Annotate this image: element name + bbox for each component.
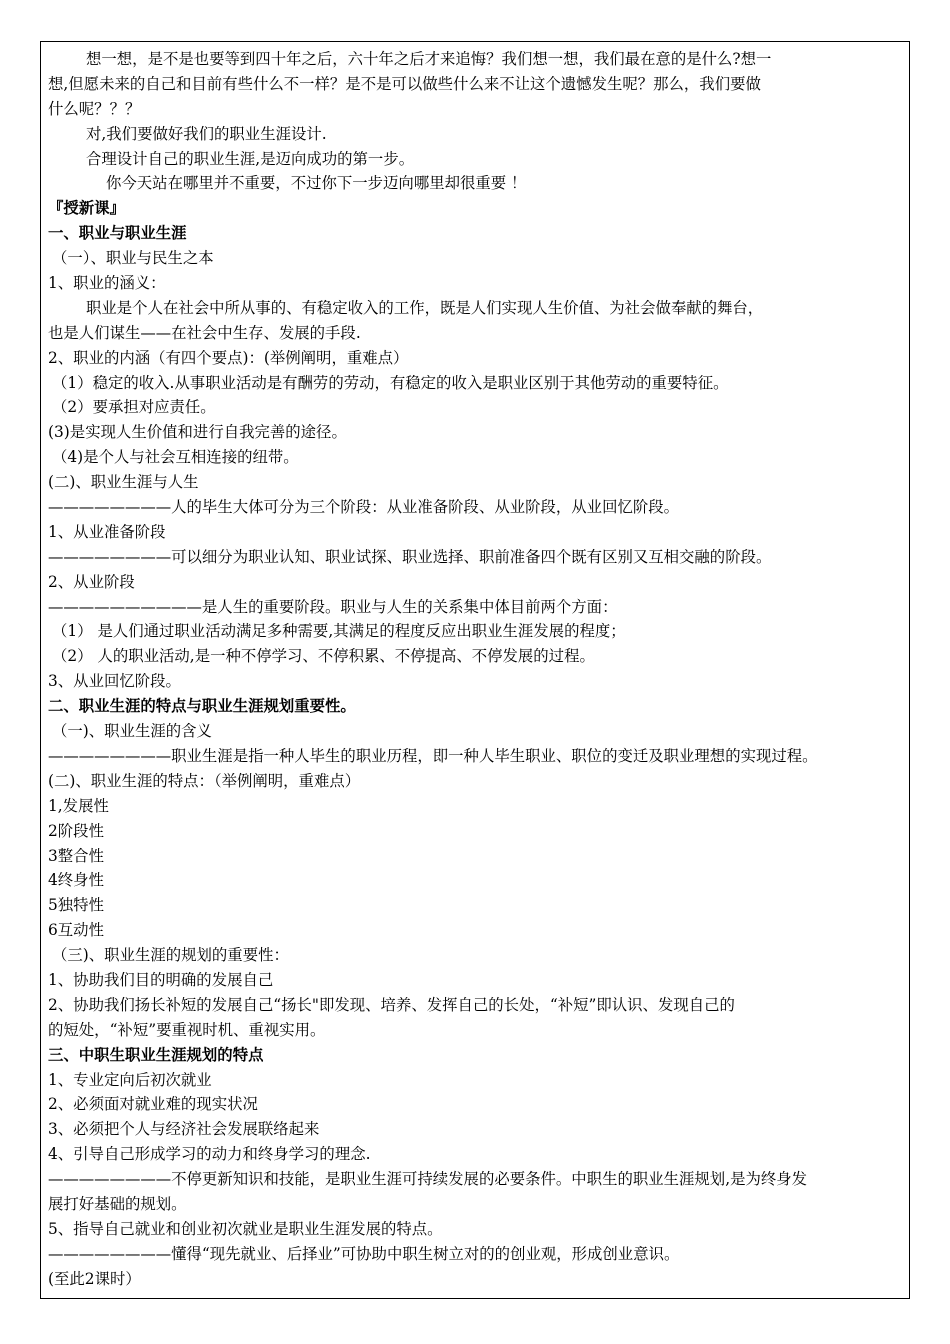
section-heading: 三、中职生职业生涯规划的特点 bbox=[48, 1045, 264, 1064]
text-line: (3)是实现人生价值和进行自我完善的途径。 bbox=[48, 423, 347, 442]
section-heading: 一、职业与职业生涯 bbox=[48, 224, 187, 243]
text-line: 1、从业准备阶段 bbox=[48, 522, 166, 541]
text-line: (二)、职业生涯与人生 bbox=[48, 473, 199, 492]
lesson-plan-frame bbox=[40, 41, 910, 1299]
text-line: 合理设计自己的职业生涯,是迈向成功的第一步。 bbox=[86, 149, 415, 168]
text-line: （2） 人的职业活动,是一种不停学习、不停积累、不停提高、不停发展的过程。 bbox=[52, 647, 595, 666]
text-line: （1） 是人们通过职业活动满足多种需要,其满足的程度反应出职业生涯发展的程度； bbox=[52, 622, 626, 641]
text-line: ————————人的毕生大体可分为三个阶段：从业准备阶段、从业阶段，从业回忆阶段。 bbox=[48, 498, 680, 517]
text-line: 4终身性 bbox=[48, 871, 104, 890]
text-line: （三)、职业生涯的规划的重要性： bbox=[52, 946, 289, 965]
text-line: 1、协助我们目的明确的发展自己 bbox=[48, 970, 274, 989]
text-line: 4、引导自己形成学习的动力和终身学习的理念. bbox=[48, 1145, 371, 1164]
text-line: 5独特性 bbox=[48, 896, 104, 915]
text-line: 的短处，“补短”要重视时机、重视实用。 bbox=[48, 1020, 326, 1039]
text-line: 对,我们要做好我们的职业生涯设计. bbox=[86, 124, 327, 143]
text-line: （4)是个人与社会互相连接的纽带。 bbox=[52, 448, 299, 467]
section-heading: 『授新课』 bbox=[48, 199, 125, 218]
text-line: 5、指导自己就业和创业初次就业是职业生涯发展的特点。 bbox=[48, 1219, 443, 1238]
text-line: 2阶段性 bbox=[48, 821, 104, 840]
text-line: 职业是个人在社会中所从事的、有稳定收入的工作，既是人们实现人生价值、为社会做奉献的舞台， bbox=[86, 298, 764, 317]
text-line: 6互动性 bbox=[48, 921, 104, 940]
text-line: （一)、职业生涯的含义 bbox=[52, 722, 212, 741]
text-line: 3、必须把个人与经济社会发展联络起来 bbox=[48, 1120, 320, 1139]
text-line: 什么呢？？？ bbox=[48, 99, 141, 118]
text-line: ————————职业生涯是指一种人毕生的职业历程，即一种人毕生职业、职位的变迁及职业理想的实现过程。 bbox=[48, 746, 818, 765]
text-line: （一）、职业与民生之本 bbox=[52, 249, 214, 268]
text-line: 1、职业的涵义： bbox=[48, 274, 166, 293]
text-line: ——————————是人生的重要阶段。职业与人生的关系集中体目前两个方面： bbox=[48, 597, 618, 616]
text-line: 你今天站在哪里并不重要，不过你下一步迈向哪里却很重要 ！ bbox=[106, 174, 527, 193]
text-line: (二)、职业生涯的特点：（举例阐明，重难点） bbox=[48, 771, 361, 790]
text-line: （2）要承担对应责任。 bbox=[52, 398, 216, 417]
text-line: 想一想，是不是也要等到四十年之后，六十年之后才来追悔？我们想一想，我们最在意的是什么?想一 bbox=[86, 50, 772, 68]
text-line: 2、职业的内涵（有四个要点)：(举例阐明，重难点） bbox=[48, 348, 409, 367]
text-line: ————————懂得“现先就业、后择业”可协助中职生树立对的的创业观，形成创业意识。 bbox=[48, 1244, 680, 1263]
text-line: ————————不停更新知识和技能，是职业生涯可持续发展的必要条件。中职生的职业生涯规划,是为终身发 bbox=[48, 1170, 808, 1189]
text-line: 想,但愿未来的自己和目前有些什么不一样？是不是可以做些什么来不让这个遗憾发生呢？那么，我们要做 bbox=[48, 74, 761, 93]
text-line: 2、协助我们扬长补短的发展自己“扬长"即发现、培养、发挥自己的长处，“补短”即认识、发现自己的 bbox=[48, 995, 735, 1014]
text-line: （1）稳定的收入.从事职业活动是有酬劳的劳动，有稳定的收入是职业区别于其他劳动的重要特征。 bbox=[52, 373, 729, 392]
text-line: 3、从业回忆阶段。 bbox=[48, 672, 181, 691]
text-line: 2、必须面对就业难的现实状况 bbox=[48, 1095, 258, 1114]
text-line: 3整合性 bbox=[48, 846, 104, 865]
text-line: 1、专业定向后初次就业 bbox=[48, 1070, 212, 1089]
section-heading: 二、职业生涯的特点与职业生涯规划重要性。 bbox=[48, 697, 356, 716]
text-line: 也是人们谋生——在社会中生存、发展的手段. bbox=[48, 323, 361, 342]
text-line: (至此2课时） bbox=[48, 1269, 141, 1288]
lesson-text-body bbox=[48, 47, 910, 1292]
text-line: 2、从业阶段 bbox=[48, 572, 135, 591]
text-line: 展打好基础的规划。 bbox=[48, 1194, 187, 1213]
text-line: ————————可以细分为职业认知、职业试探、职业选择、职前准备四个既有区别又互相交融的阶段。 bbox=[48, 547, 772, 566]
text-line: 1,发展性 bbox=[48, 796, 109, 815]
